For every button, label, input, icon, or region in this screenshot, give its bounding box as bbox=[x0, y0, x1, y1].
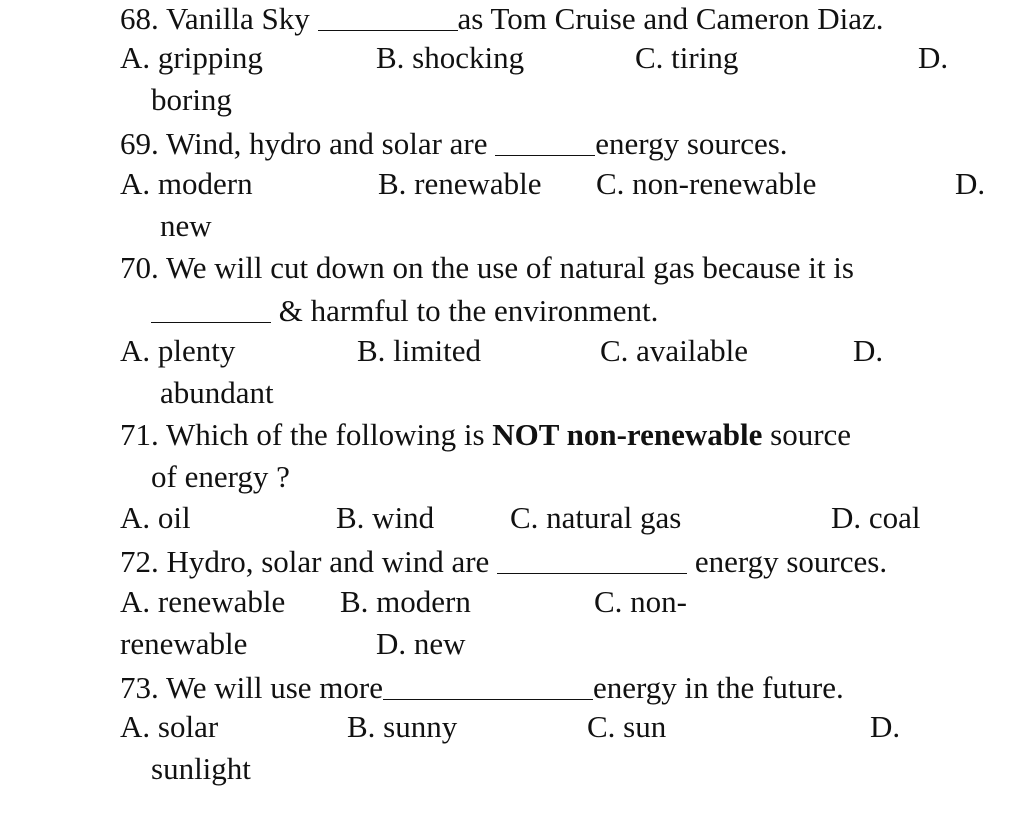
option-b: B. limited bbox=[357, 333, 481, 368]
question-71-stem bbox=[120, 419, 851, 450]
question-text: source bbox=[770, 417, 852, 452]
question-number: 70. bbox=[120, 250, 159, 285]
question-72-stem bbox=[120, 544, 887, 577]
question-number: 71. bbox=[120, 417, 159, 452]
option-a: A. plenty bbox=[120, 333, 236, 368]
option-a: A. solar bbox=[120, 709, 219, 744]
option-a: A. gripping bbox=[120, 40, 263, 75]
option-d: D. bbox=[955, 166, 986, 201]
answer-blank bbox=[318, 1, 458, 31]
question-number: 68. bbox=[120, 0, 159, 36]
option-d: D. bbox=[918, 40, 949, 75]
option-d: D. bbox=[870, 709, 901, 744]
question-text: Which of the following is bbox=[165, 417, 485, 452]
question-68-stem bbox=[120, 1, 884, 34]
option-b: B. renewable bbox=[378, 166, 542, 201]
emphasis-text: NOT non-renewable bbox=[492, 417, 763, 452]
option-d: D. coal bbox=[831, 500, 921, 535]
question-69-stem bbox=[120, 126, 788, 159]
question-text: energy sources. bbox=[694, 543, 888, 579]
question-text: & harmful to the environment. bbox=[278, 292, 659, 328]
option-b: B. shocking bbox=[376, 40, 525, 75]
option-a: A. oil bbox=[120, 500, 191, 535]
option-b: B. sunny bbox=[347, 709, 458, 744]
option-c: C. tiring bbox=[635, 40, 739, 75]
option-c: C. non-renewable bbox=[596, 166, 817, 201]
answer-blank bbox=[151, 293, 271, 323]
option-a: A. renewable bbox=[120, 584, 286, 619]
question-text: We will cut down on the use of natural gas because it is bbox=[165, 250, 854, 285]
answer-blank bbox=[495, 126, 595, 156]
question-text: Vanilla Sky bbox=[165, 0, 310, 36]
option-a: A. modern bbox=[120, 166, 253, 201]
answer-blank bbox=[383, 670, 593, 700]
option-c: C. non- bbox=[594, 584, 687, 619]
option-c: C. sun bbox=[587, 709, 667, 744]
question-70-stem bbox=[120, 252, 854, 283]
answer-blank bbox=[497, 544, 687, 574]
question-70-stem-continued bbox=[151, 293, 658, 326]
option-d: D. new bbox=[376, 626, 466, 661]
question-text: Wind, hydro and solar are bbox=[165, 125, 488, 161]
option-d-continued: sunlight bbox=[151, 751, 251, 786]
option-b: B. wind bbox=[336, 500, 435, 535]
option-d-continued: boring bbox=[151, 82, 232, 117]
option-c: C. natural gas bbox=[510, 500, 682, 535]
question-73-stem bbox=[120, 670, 844, 703]
question-number: 72. bbox=[120, 543, 159, 579]
option-c: C. available bbox=[600, 333, 749, 368]
question-number: 73. bbox=[120, 669, 159, 705]
question-text: Hydro, solar and wind are bbox=[166, 543, 490, 579]
option-d-continued: new bbox=[160, 208, 212, 243]
question-71-stem-continued: of energy ? bbox=[151, 459, 290, 494]
option-d-continued: abundant bbox=[160, 375, 274, 410]
question-text: energy sources. bbox=[595, 125, 788, 161]
question-text: as Tom Cruise and Cameron Diaz. bbox=[457, 0, 884, 36]
option-c-continued: renewable bbox=[120, 626, 248, 661]
option-d: D. bbox=[853, 333, 884, 368]
option-b: B. modern bbox=[340, 584, 471, 619]
question-text: We will use more bbox=[165, 669, 383, 705]
question-text: energy in the future. bbox=[592, 669, 844, 705]
question-number: 69. bbox=[120, 125, 159, 161]
